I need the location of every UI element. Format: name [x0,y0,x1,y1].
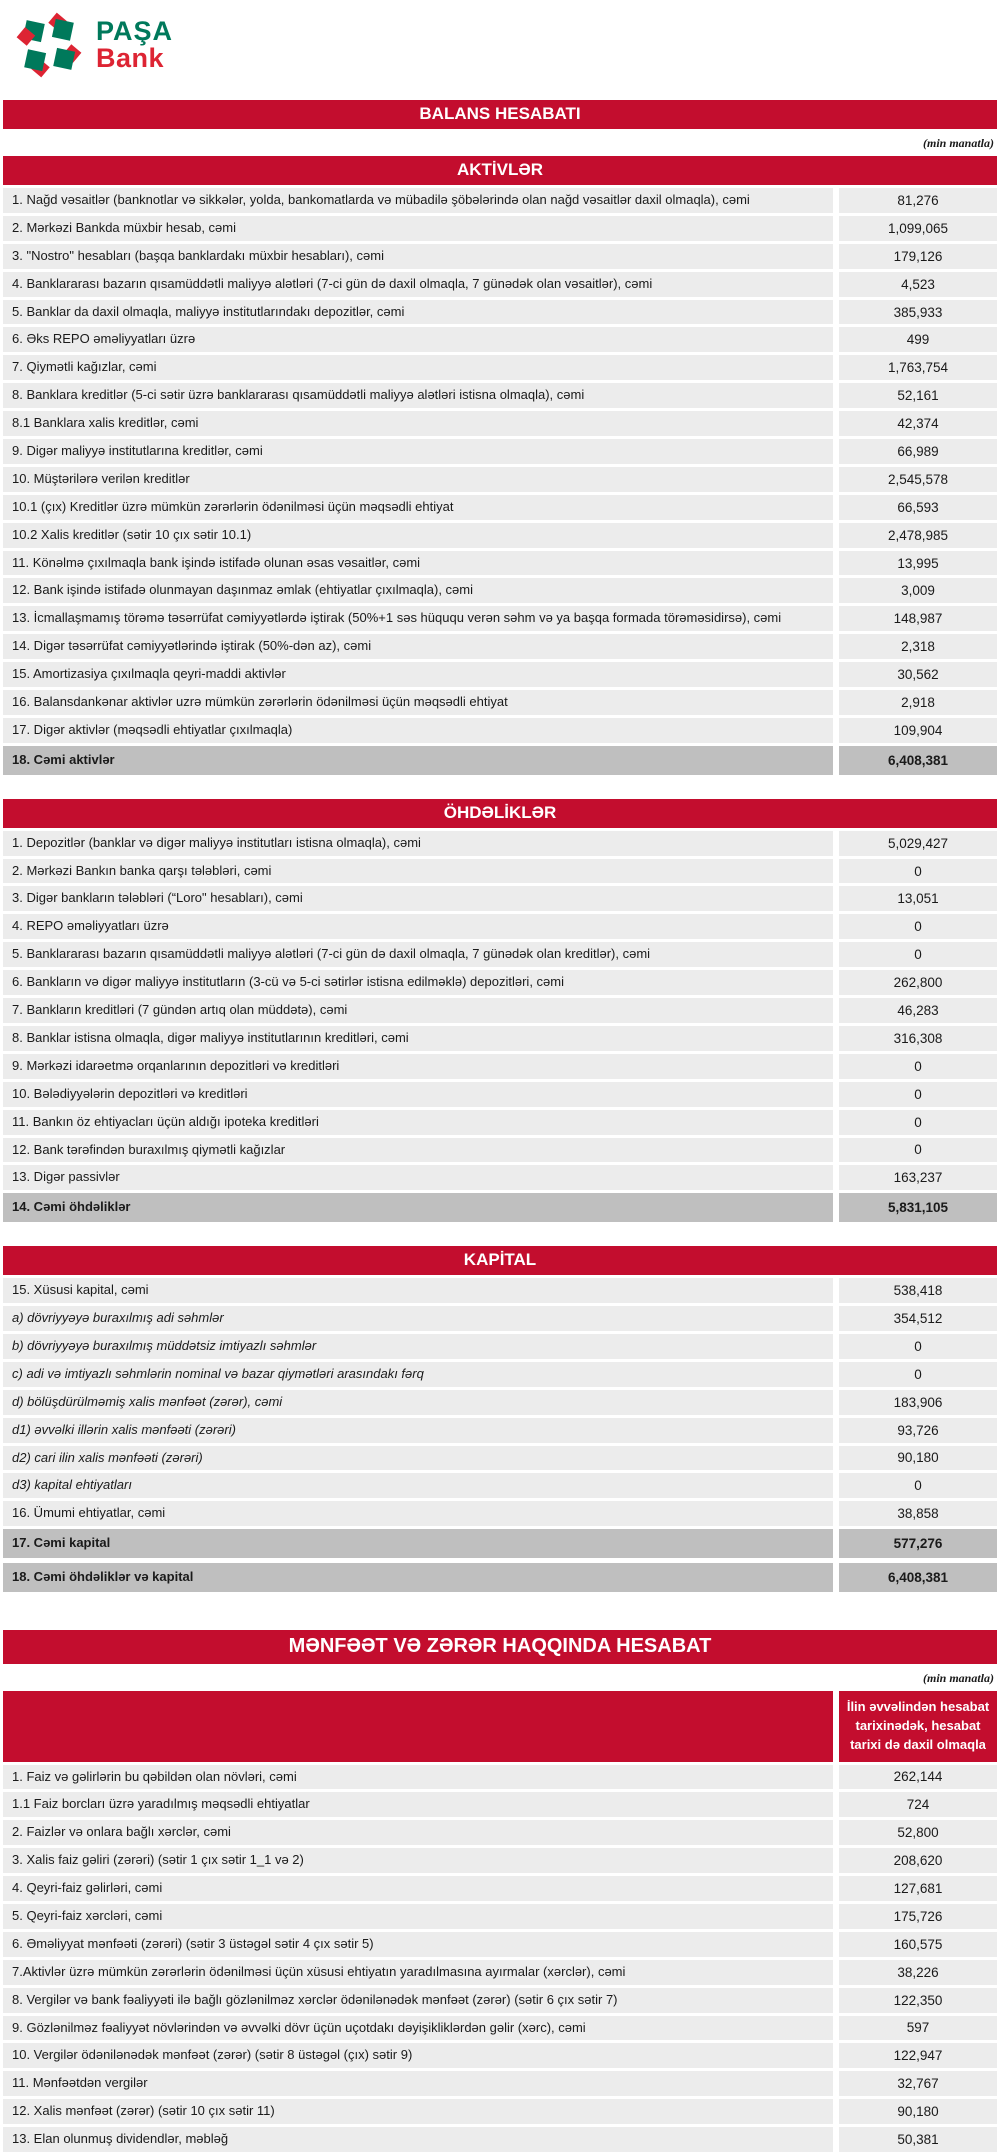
row-label: 10. Müştərilərə verilən kreditlər [3,467,833,492]
row-value: 148,987 [839,606,997,631]
unit-note-balance: (min manatla) [922,136,994,150]
row-label: 7. Qiymətli kağızlar, cəmi [3,355,833,380]
row-label: 9. Mərkəzi idarəetmə orqanlarının depozitləri və kreditləri [3,1054,833,1079]
table-row [3,467,997,492]
row-value: 0 [839,1473,997,1498]
row-label: 4. REPO əməliyyatları üzrə [3,914,833,939]
row-label: 4. Qeyri-faiz gəlirləri, cəmi [3,1876,833,1901]
row-label: 3. Digər bankların tələbləri (“Loro" hesabları), cəmi [3,886,833,911]
row-label: 7. Bankların kreditləri (7 gündən artıq olan müddətə), cəmi [3,998,833,1023]
row-label: 13. Elan olunmuş dividendlər, məbləğ [3,2127,833,2152]
logo-wordmark [96,18,173,72]
table-row [3,1278,997,1303]
table-row [3,606,997,631]
table-row [3,2043,997,2068]
table-row [3,970,997,995]
income-statement-header-spacer [3,1691,833,1762]
row-label: 1. Depozitlər (banklar və digər maliyyə institutları istisna olmaqla), cəmi [3,831,833,856]
row-value: 499 [839,327,997,352]
table-row [3,1501,997,1526]
row-value: 66,989 [839,439,997,464]
table-row [3,2016,997,2041]
row-value: 122,350 [839,1988,997,2013]
row-label: 10.1 (çıx) Kreditlər üzrə mümkün zərərlərin ödənilməsi üçün məqsədli ehtiyat [3,495,833,520]
row-label: 16. Balansdankənar aktivlər uzrə mümkün zərərlərin ödənilməsi üçün məqsədli ehtiyat [3,690,833,715]
row-value: 160,575 [839,1932,997,1957]
table-row [3,831,997,856]
row-value: 354,512 [839,1306,997,1331]
row-value: 0 [839,1054,997,1079]
row-label: 8. Banklar istisna olmaqla, digər maliyyə institutlarının kreditləri, cəmi [3,1026,833,1051]
row-value: 0 [839,1110,997,1135]
pasha-bank-logo [16,12,1000,78]
row-label: 1. Faiz və gəlirlərin bu qəbildən olan növləri, cəmi [3,1765,833,1790]
table-row [3,523,997,548]
row-value: 0 [839,1334,997,1359]
income-statement-value-column-header: İlin əvvəlindən hesabat tarixinədək, hesabat tarixi də daxil olmaqla [839,1691,997,1762]
table-row [3,1138,997,1163]
income-statement-title: MƏNFƏƏT VƏ ZƏRƏR HAQQINDA HESABAT [3,1630,997,1664]
row-value: 0 [839,1082,997,1107]
row-value: 385,933 [839,300,997,325]
row-label: 12. Xalis mənfəət (zərər) (sətir 10 çıx sətir 11) [3,2099,833,2124]
row-value: 538,418 [839,1278,997,1303]
table-row [3,1792,997,1817]
table-row [3,1054,997,1079]
table-row [3,1165,997,1190]
row-label: 14. Cəmi öhdəliklər [3,1193,833,1222]
table-row [3,1418,997,1443]
section-rows [0,188,1000,775]
row-label: 14. Digər təsərrüfat cəmiyyətlərində iştirak (50%-dən az), cəmi [3,634,833,659]
table-row [3,1390,997,1415]
table-row [3,1848,997,1873]
table-row [3,886,997,911]
row-label: 6. Bankların və digər maliyyə institutların (3-cü və 5-ci sətirlər istisna edilməklə) depozitləri, cəmi [3,970,833,995]
table-row [3,2127,997,2152]
table-row [3,216,997,241]
table-row [3,300,997,325]
section-rows [0,1278,1000,1592]
table-row [3,859,997,884]
pasha-bank-emblem-icon [16,12,82,78]
row-label: 11. Mənfəətdən vergilər [3,2071,833,2096]
row-label: 8. Vergilər və bank fəaliyyəti ilə bağlı gözlənilməz xərclər ödənilənədək mənfəət (zərər) (sətir 6 çıx sətir 7) [3,1988,833,2013]
income-statement-header-row [3,1691,997,1762]
table-row [3,1026,997,1051]
balance-sheet-sections [0,156,1000,1592]
row-label: 17. Cəmi kapital [3,1529,833,1558]
row-value: 2,545,578 [839,467,997,492]
table-row [3,551,997,576]
table-row [3,1446,997,1471]
row-label: 8. Banklara kreditlər (5-ci sətir üzrə banklararası qısamüddətli maliyyə alətləri istisna olmaqla), cəmi [3,383,833,408]
row-label: 1.1 Faiz borcları üzrə yaradılmış məqsədli ehtiyatlar [3,1792,833,1817]
row-label: 7.Aktivlər üzrə mümkün zərərlərin ödənilməsi üçün xüsusi ehtiyatın yaradılmasına ayırmalar (xərclər), cəmi [3,1960,833,1985]
logo-text-pasha: PAŞA [96,16,174,46]
row-value: 90,180 [839,2099,997,2124]
table-row [3,662,997,687]
section-rows [0,831,1000,1222]
row-value: 42,374 [839,411,997,436]
table-row [3,188,997,213]
row-label: 9. Gözlənilməz fəaliyyət növlərindən və əvvəlki dövr üçün uçotdakı dəyişikliklərdən gəlir (xərc), cəmi [3,2016,833,2041]
row-label: 3. "Nostro" hesabları (başqa banklardakı müxbir hesabları), cəmi [3,244,833,269]
total-row [3,1193,997,1222]
row-value: 597 [839,2016,997,2041]
row-label: 2. Mərkəzi Bankda müxbir hesab, cəmi [3,216,833,241]
table-row [3,942,997,967]
row-label: 12. Bank işində istifadə olunmayan daşınmaz əmlak (ehtiyatlar çıxılmaqla), cəmi [3,578,833,603]
row-value: 50,381 [839,2127,997,2152]
row-value: 0 [839,942,997,967]
row-value: 0 [839,859,997,884]
row-label: d3) kapital ehtiyatları [3,1473,833,1498]
row-label: d) bölüşdürülməmiş xalis mənfəət (zərər), cəmi [3,1390,833,1415]
row-label: 16. Ümumi ehtiyatlar, cəmi [3,1501,833,1526]
row-value: 3,009 [839,578,997,603]
table-row [3,495,997,520]
row-value: 30,562 [839,662,997,687]
row-value: 52,161 [839,383,997,408]
row-label: 15. Amortizasiya çıxılmaqla qeyri-maddi aktivlər [3,662,833,687]
row-value: 1,763,754 [839,355,997,380]
table-row [3,1110,997,1135]
row-value: 262,800 [839,970,997,995]
row-label: 11. Bankın öz ehtiyacları üçün aldığı ipoteka kreditləri [3,1110,833,1135]
table-row [3,1306,997,1331]
row-value: 163,237 [839,1165,997,1190]
table-row [3,690,997,715]
table-row [3,1988,997,2013]
row-label: 5. Banklar da daxil olmaqla, maliyyə institutlarındakı depozitlər, cəmi [3,300,833,325]
row-label: 13. İcmallaşmamış törəmə təsərrüfat cəmiyyətlərdə iştirak (50%+1 səs hüququ verən səhm və ya başqa formada törəməsidirsə), cəmi [3,606,833,631]
table-row [3,327,997,352]
total-row [3,1563,997,1592]
row-value: 0 [839,1138,997,1163]
row-value: 0 [839,914,997,939]
table-row [3,1334,997,1359]
table-row [3,439,997,464]
row-label: 6. Əks REPO əməliyyatları üzrə [3,327,833,352]
table-row [3,2099,997,2124]
row-value: 5,029,427 [839,831,997,856]
logo-text-bank: Bank [96,43,165,73]
row-label: 13. Digər passivlər [3,1165,833,1190]
table-row [3,244,997,269]
row-label: 10. Bələdiyyələrin depozitləri və kreditləri [3,1082,833,1107]
table-row [3,578,997,603]
table-row [3,914,997,939]
row-value: 13,051 [839,886,997,911]
row-value: 127,681 [839,1876,997,1901]
table-row [3,1473,997,1498]
row-value: 38,858 [839,1501,997,1526]
row-value: 109,904 [839,718,997,743]
row-label: d2) cari ilin xalis mənfəəti (zərəri) [3,1446,833,1471]
row-label: 11. Könəlmə çıxılmaqla bank işində istifadə olunan əsas vəsaitlər, cəmi [3,551,833,576]
row-value: 5,831,105 [839,1193,997,1222]
row-value: 46,283 [839,998,997,1023]
row-label: 4. Banklararası bazarın qısamüddətli maliyyə alətləri (7-ci gün də daxil olmaqla, 7 günədək olan vəsaitlər), cəmi [3,272,833,297]
table-row [3,2071,997,2096]
row-value: 13,995 [839,551,997,576]
row-label: 6. Əməliyyat mənfəəti (zərəri) (sətir 3 üstəgəl sətir 4 çıx sətir 5) [3,1932,833,1957]
row-value: 52,800 [839,1820,997,1845]
row-value: 208,620 [839,1848,997,1873]
table-row [3,1082,997,1107]
table-row [3,1765,997,1790]
row-value: 1,099,065 [839,216,997,241]
row-label: 3. Xalis faiz gəliri (zərəri) (sətir 1 çıx sətir 1_1 və 2) [3,1848,833,1873]
row-value: 316,308 [839,1026,997,1051]
row-label: 5. Qeyri-faiz xərcləri, cəmi [3,1904,833,1929]
row-label: 18. Cəmi öhdəliklər və kapital [3,1563,833,1592]
table-row [3,272,997,297]
row-label: b) dövriyyəyə buraxılmış müddətsiz imtiyazlı səhmlər [3,1334,833,1359]
table-row [3,1904,997,1929]
row-value: 179,126 [839,244,997,269]
table-row [3,411,997,436]
row-value: 2,918 [839,690,997,715]
row-value: 724 [839,1792,997,1817]
total-row [3,1529,997,1558]
row-label: 18. Cəmi aktivlər [3,746,833,775]
table-row [3,1362,997,1387]
row-value: 90,180 [839,1446,997,1471]
unit-note-income: (min manatla) [922,1670,994,1685]
row-label: c) adi və imtiyazlı səhmlərin nominal və bazar qiymətləri arasındakı fərq [3,1362,833,1387]
row-value: 81,276 [839,188,997,213]
row-value: 183,906 [839,1390,997,1415]
row-label: d1) əvvəlki illərin xalis mənfəəti (zərəri) [3,1418,833,1443]
section-heading-ohdelikler: ÖHDƏLİKLƏR [3,799,997,828]
table-row [3,355,997,380]
row-value: 32,767 [839,2071,997,2096]
section-heading-kapital: KAPİTAL [3,1246,997,1275]
row-label: 17. Digər aktivlər (məqsədli ehtiyatlar çıxılmaqla) [3,718,833,743]
row-label: 10.2 Xalis kreditlər (sətir 10 çıx sətir 10.1) [3,523,833,548]
row-value: 66,593 [839,495,997,520]
row-label: 10. Vergilər ödənilənədək mənfəət (zərər) (sətir 8 üstəgəl (çıx) sətir 9) [3,2043,833,2068]
row-value: 6,408,381 [839,746,997,775]
row-label: 8.1 Banklara xalis kreditlər, cəmi [3,411,833,436]
row-value: 577,276 [839,1529,997,1558]
row-value: 38,226 [839,1960,997,1985]
row-value: 0 [839,1362,997,1387]
row-value: 2,318 [839,634,997,659]
table-row [3,1960,997,1985]
balance-sheet-title: BALANS HESABATI [3,100,997,129]
row-label: 2. Faizlər və onlara bağlı xərclər, cəmi [3,1820,833,1845]
table-row [3,1932,997,1957]
row-label: 5. Banklararası bazarın qısamüddətli maliyyə alətləri (7-ci gün də daxil olmaqla, 7 günədək olan kreditlər), cəmi [3,942,833,967]
report-header [0,0,1000,100]
section-heading-aktivler: AKTİVLƏR [3,156,997,185]
row-value: 175,726 [839,1904,997,1929]
row-value: 262,144 [839,1765,997,1790]
row-value: 2,478,985 [839,523,997,548]
row-label: 1. Nağd vəsaitlər (banknotlar və sikkələr, yolda, bankomatlarda və mübadilə şöbələrində olan nağd vəsaitlər daxil olmaqla), cəmi [3,188,833,213]
table-row [3,1820,997,1845]
total-row [3,746,997,775]
row-label: a) dövriyyəyə buraxılmış adi səhmlər [3,1306,833,1331]
row-value: 4,523 [839,272,997,297]
row-value: 6,408,381 [839,1563,997,1592]
income-statement-rows [0,1765,1000,2152]
table-row [3,383,997,408]
table-row [3,998,997,1023]
row-label: 15. Xüsusi kapital, cəmi [3,1278,833,1303]
row-value: 122,947 [839,2043,997,2068]
row-value: 93,726 [839,1418,997,1443]
row-label: 9. Digər maliyyə institutlarına kreditlər, cəmi [3,439,833,464]
row-label: 2. Mərkəzi Bankın banka qarşı tələbləri, cəmi [3,859,833,884]
table-row [3,1876,997,1901]
table-row [3,718,997,743]
row-label: 12. Bank tərəfindən buraxılmış qiymətli kağızlar [3,1138,833,1163]
table-row [3,634,997,659]
